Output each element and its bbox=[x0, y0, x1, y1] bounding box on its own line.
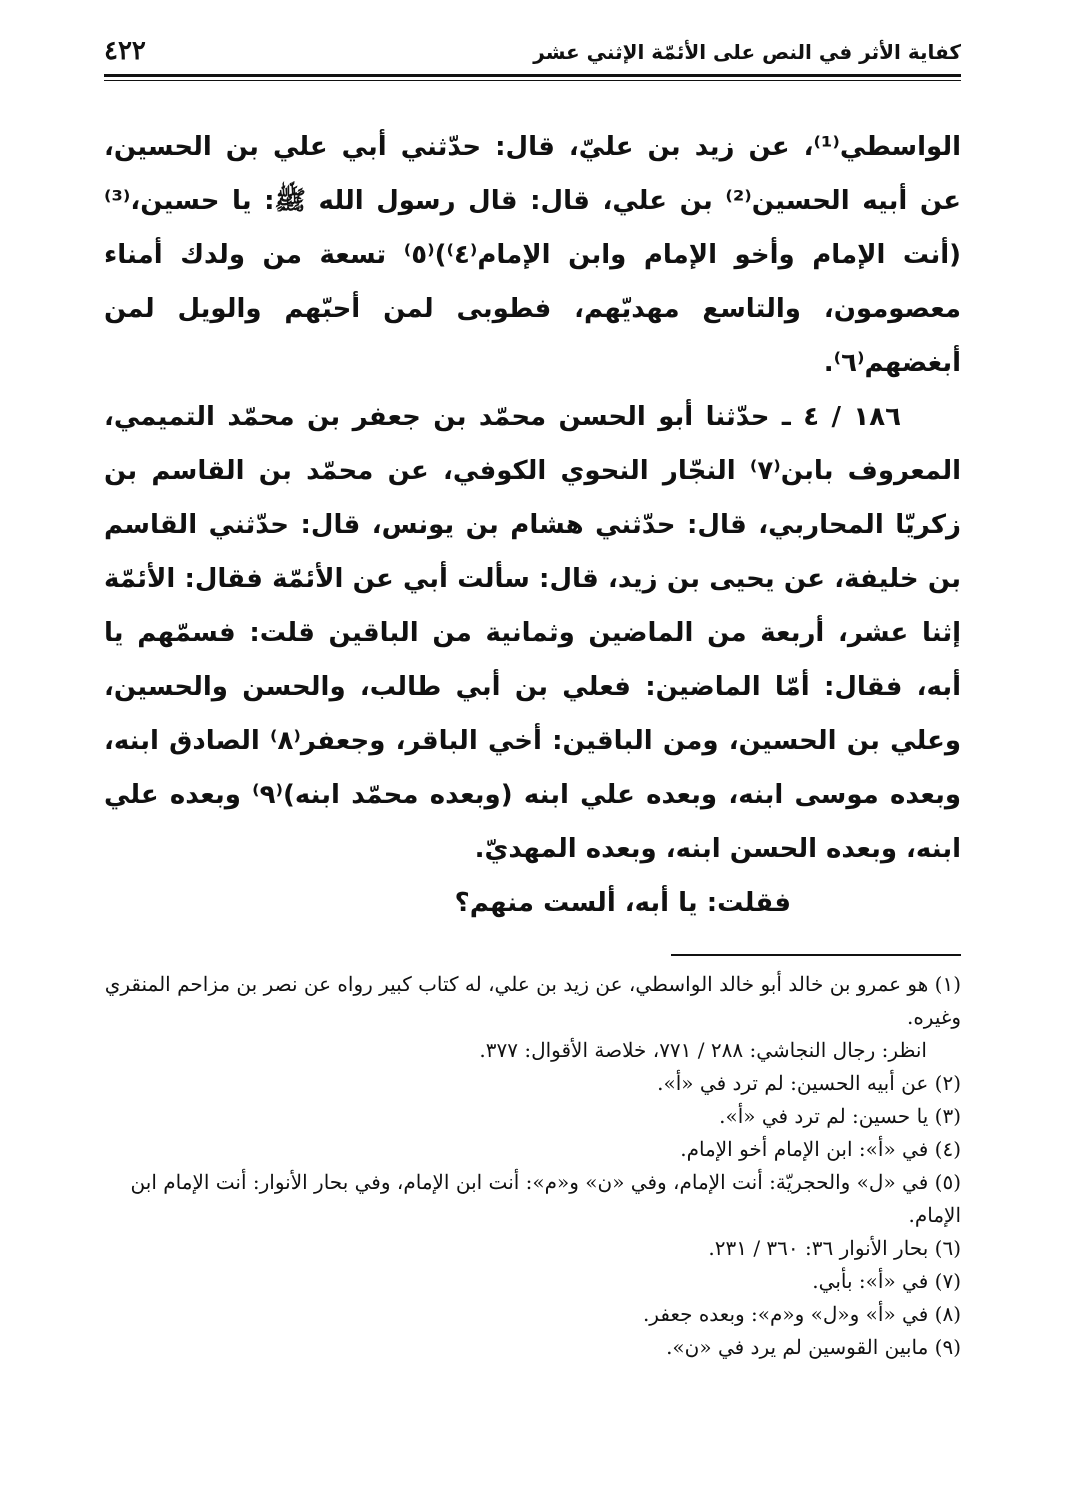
footnote-2: (٢) عن أبيه الحسين: لم ترد في «أ». bbox=[657, 1071, 961, 1095]
header-rule-thin bbox=[104, 80, 961, 81]
paragraph-3: فقلت: يا أبه، ألست منهم؟ bbox=[454, 888, 791, 918]
header-rule-thick bbox=[104, 74, 961, 77]
footnotes bbox=[104, 968, 961, 1364]
paragraph-1: الواسطي⁽¹⁾، عن زيد بن عليّ، قال: حدّثني أبي علي بن الحسين، عن أبيه الحسين⁽²⁾ بن علي، قال: قال رسول الله ﷺ: يا حسين،⁽³⁾ (أنت الإمام وأخو الإمام وابن الإمام⁽٤⁾)⁽٥⁾ تسعة من ولدك أمناء معصومون، والتاسع مهديّهم، فطوبى لمن أحبّهم والويل لمن أبغضهم⁽٦⁾. bbox=[104, 132, 961, 378]
footnote-9: (٩) مابين القوسين لم يرد في «ن». bbox=[666, 1335, 961, 1359]
page-number: ٤٢٢ bbox=[104, 36, 146, 66]
footnote-8: (٨) في «أ» و«ل» و«م»: وبعده جعفر. bbox=[642, 1302, 961, 1326]
running-title: كفاية الأثر في النص على الأئمّة الإثني عشر bbox=[533, 40, 961, 64]
footnote-1: (١) هو عمرو بن خالد أبو خالد الواسطي، عن زيد بن علي، له كتاب كبير رواه عن نصر بن مزاحم المنقري وغيره. bbox=[104, 972, 961, 1029]
footnote-6: (٦) بحار الأنوار ٣٦: ٣٦٠ / ٢٣١. bbox=[708, 1236, 961, 1260]
footnote-3: (٣) يا حسين: لم ترد في «أ». bbox=[719, 1104, 961, 1128]
page-header bbox=[104, 0, 961, 84]
footnote-separator bbox=[671, 954, 961, 956]
main-text bbox=[104, 120, 961, 930]
footnote-4: (٤) في «أ»: ابن الإمام أخو الإمام. bbox=[680, 1137, 961, 1161]
footnote-5: (٥) في «ل» والحجريّة: أنت الإمام، وفي «ن» و«م»: أنت ابن الإمام، وفي بحار الأنوار: أنت الإمام ابن الإمام. bbox=[130, 1170, 961, 1227]
footnote-1-reference: انظر: رجال النجاشي: ٢٨٨ / ٧٧١، خلاصة الأقوال: ٣٧٧. bbox=[479, 1038, 927, 1062]
paragraph-2: ١٨٦ / ٤ ـ حدّثنا أبو الحسن محمّد بن جعفر بن محمّد التميمي، المعروف بابن⁽٧⁾ النجّار النحوي الكوفي، عن محمّد بن القاسم بن زكريّا المحاربي، قال: حدّثني هشام بن يونس، قال: حدّثني القاسم بن خليفة، عن يحيى بن زيد، قال: سألت أبي عن الأئمّة فقال: الأئمّة إثنا عشر، أربعة من الماضين وثمانية من الباقين قلت: فسمّهم يا أبه، فقال: أمّا الماضين: فعلي بن أبي طالب، والحسن والحسين، وعلي بن الحسين، ومن الباقين: أخي الباقر، وجعفر⁽٨⁾ الصادق ابنه، وبعده موسى ابنه، وبعده علي ابنه (وبعده محمّد ابنه)⁽٩⁾ وبعده علي ابنه، وبعده الحسن ابنه، وبعده المهديّ. bbox=[104, 402, 962, 864]
footnote-7: (٧) في «أ»: بأبي. bbox=[812, 1269, 961, 1293]
